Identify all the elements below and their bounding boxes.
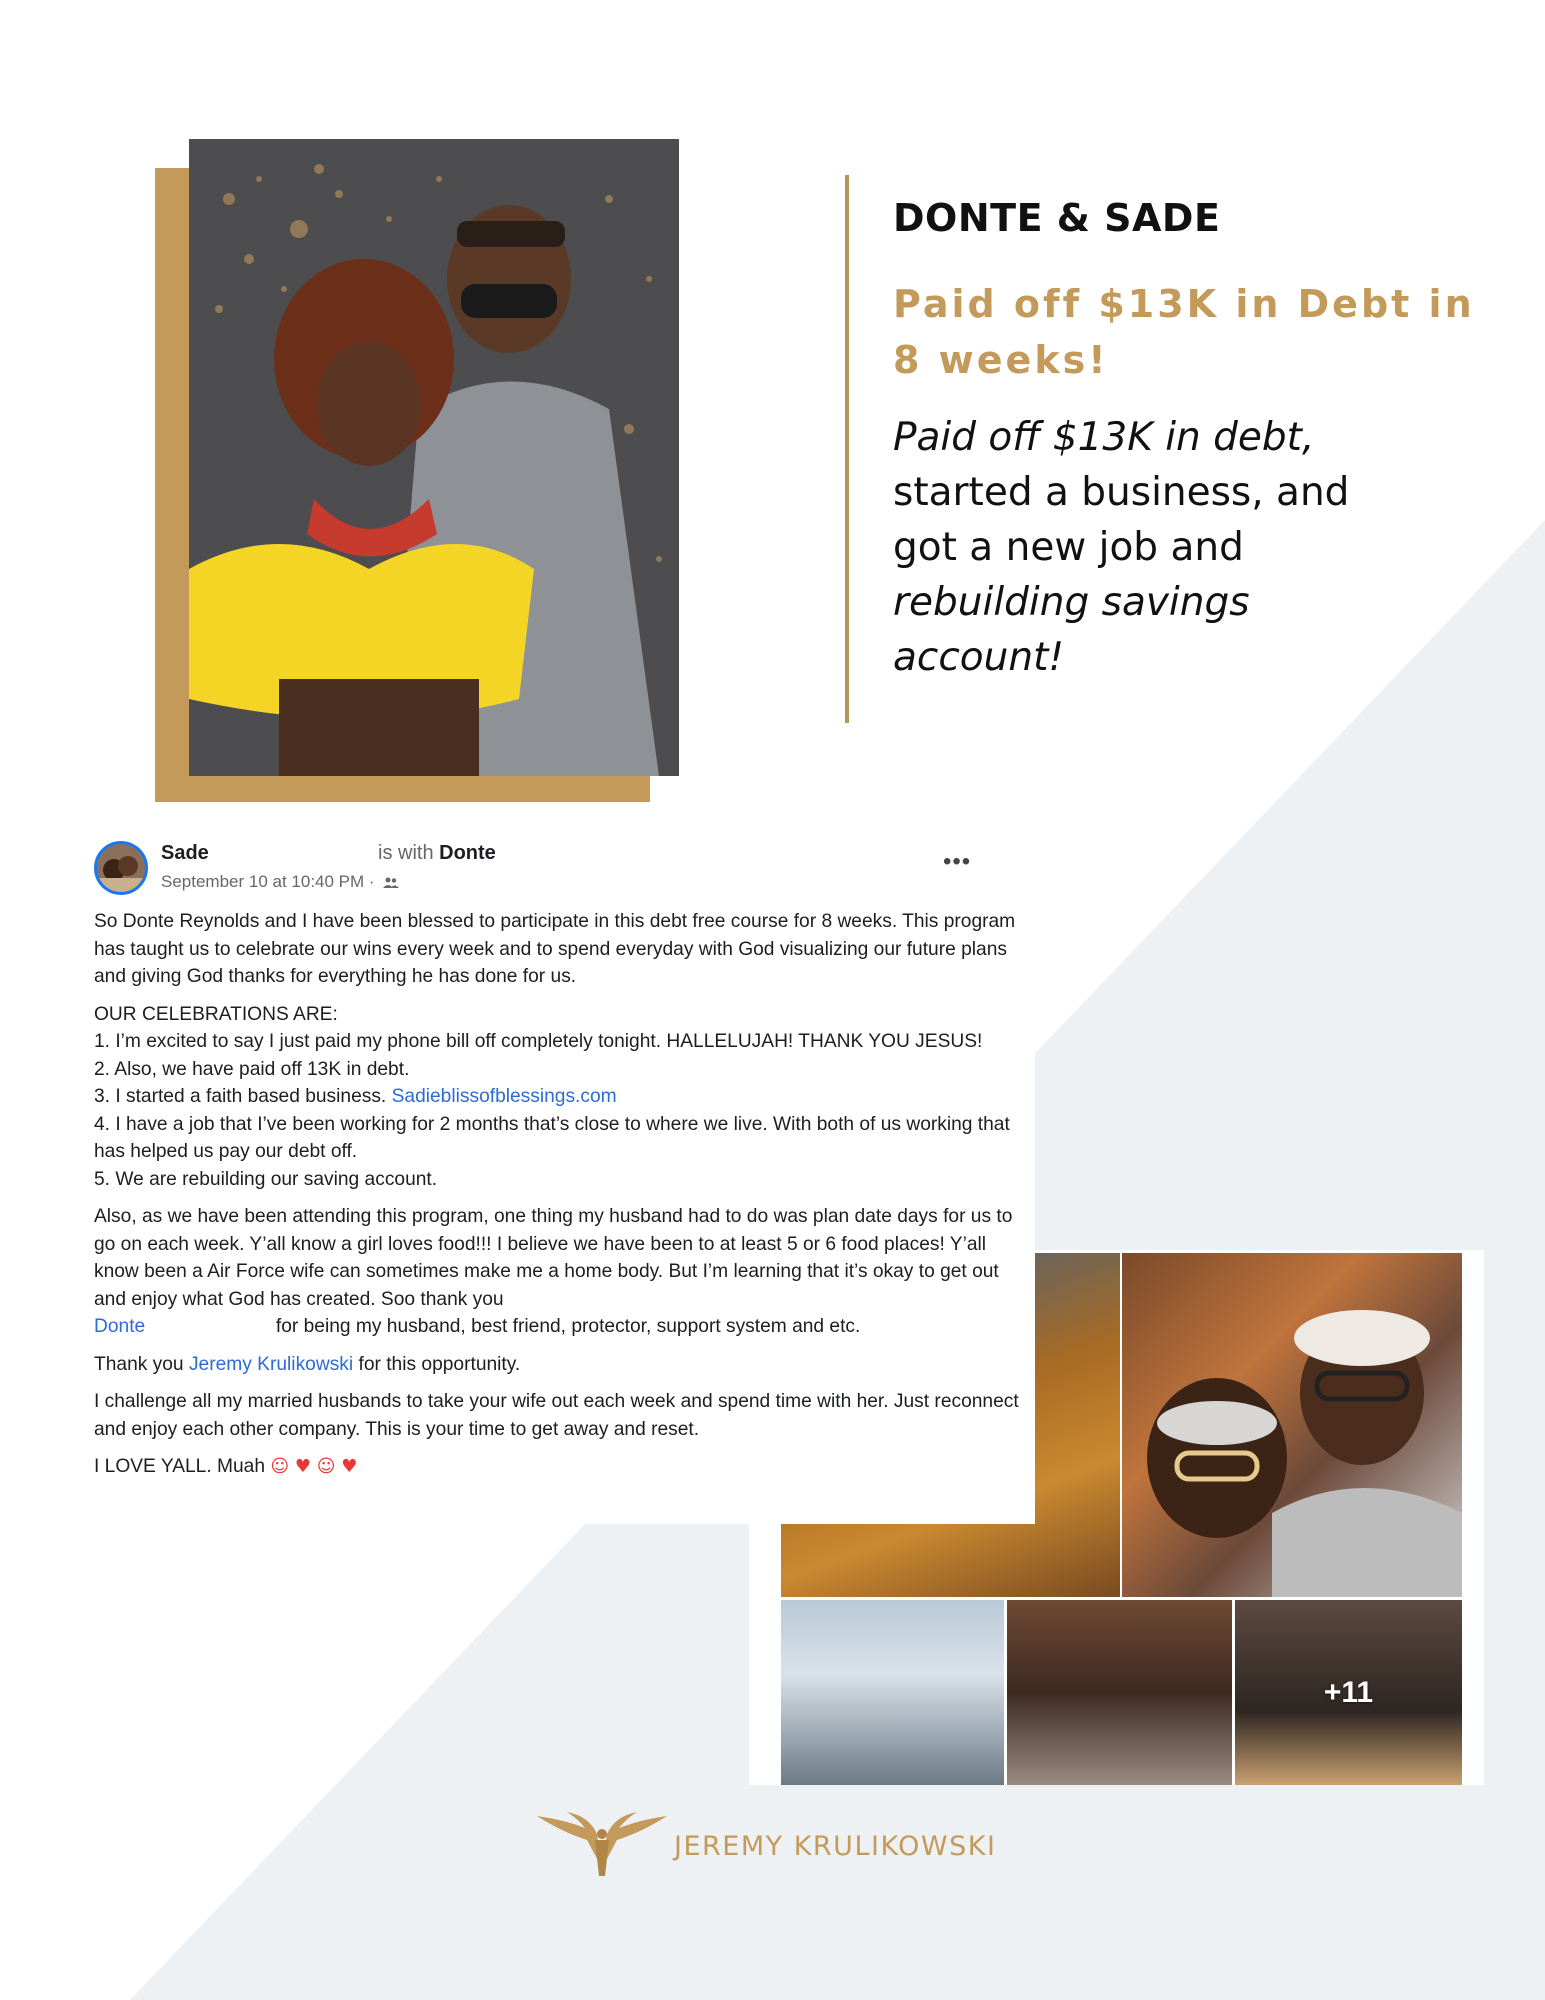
celebrations-list: OUR CELEBRATIONS ARE: 1. I’m excited to say I just paid my phone bill off completely tonight. HALLELUJAH! THANK YOU JESUS! 2. Also, we have paid off 13K in debt. 3. I started a faith based business. Sadieblissofblessings.com 4. I have a job that I’ve been working for 2 months that’s close to where we live. With both of us working that has helped us pay our debt off. 5. We are rebuilding our saving account.: [94, 1003, 1010, 1190]
summary: [893, 410, 1453, 685]
summary-emphasis-2: rebuilding savings: [893, 580, 1250, 625]
brand-name: JEREMY KRULIKOWSKI: [674, 1831, 997, 1862]
donte-link[interactable]: Donte: [94, 1316, 146, 1337]
post-paragraph-1: So Donte Reynolds and I have been blessed to participate in this debt free course for 8 weeks. This program has taught us to celebrate our wins every week and to spend everyday with God visualizing our future plans and giving God thanks for everything he has done for us.: [94, 911, 1016, 987]
eagle-logo-icon: [537, 1810, 667, 1880]
summary-line-3: got a new job and: [893, 525, 1244, 570]
post-thanks: Thank you Jeremy Krulikowski for this opportunity.: [94, 1353, 521, 1375]
friends-audience-icon: [383, 877, 399, 889]
summary-emphasis-1: Paid off $13K in debt,: [893, 415, 1315, 460]
collage-photo-restaurant[interactable]: [1007, 1600, 1232, 1785]
emoji-icons: ☺ ♥ ☺ ♥: [270, 1456, 358, 1477]
couple-name: DONTE & SADE: [893, 196, 1221, 240]
headline: [893, 276, 1483, 388]
facebook-post: [67, 828, 1035, 1524]
post-tagged: is with Donte: [378, 842, 496, 864]
post-date[interactable]: September 10 at 10:40 PM ·: [161, 872, 399, 892]
collage-photo-selfie[interactable]: [1122, 1253, 1462, 1597]
headline-line-1: Paid off $13K in Debt in: [893, 282, 1475, 326]
vertical-divider: [845, 175, 849, 723]
summary-line-2: started a business, and: [893, 470, 1350, 515]
more-photos-count: +11: [1323, 1675, 1374, 1709]
post-paragraph-3: Also, as we have been attending this program, one thing my husband had to do was plan date days for us to go on each week. Y’all know a girl loves food!!! I believe we have been to at least 5 or 6 food places! Y’all know been a Air Force wife can sometimes make me a home body. But I’m learning that it’s okay to get out and enjoy what God has created. Soo thank you Donte for being my husband, best friend, protector, support system and etc.: [94, 1206, 1013, 1337]
jeremy-link[interactable]: Jeremy Krulikowski: [188, 1353, 354, 1375]
business-link[interactable]: Sadieblissofblessings.com: [391, 1086, 617, 1107]
post-body: [94, 908, 1034, 1491]
headline-line-2: 8 weeks!: [893, 338, 1109, 382]
post-paragraph-5: I challenge all my married husbands to take your wife out each week and spend time with her. Just reconnect and enjoy each other company. This is your time to get away and reset.: [94, 1391, 1019, 1440]
post-author[interactable]: Sade: [161, 842, 209, 864]
collage-photo-more[interactable]: [1235, 1600, 1462, 1785]
post-closing: I LOVE YALL. Muah ☺ ♥ ☺ ♥: [94, 1456, 358, 1477]
tagged-person[interactable]: Donte: [439, 842, 496, 864]
summary-emphasis-3: account!: [893, 635, 1065, 680]
couple-photo: [189, 139, 679, 776]
more-options-icon[interactable]: •••: [943, 848, 972, 875]
collage-photo-car[interactable]: [781, 1600, 1004, 1785]
avatar[interactable]: [94, 841, 148, 895]
